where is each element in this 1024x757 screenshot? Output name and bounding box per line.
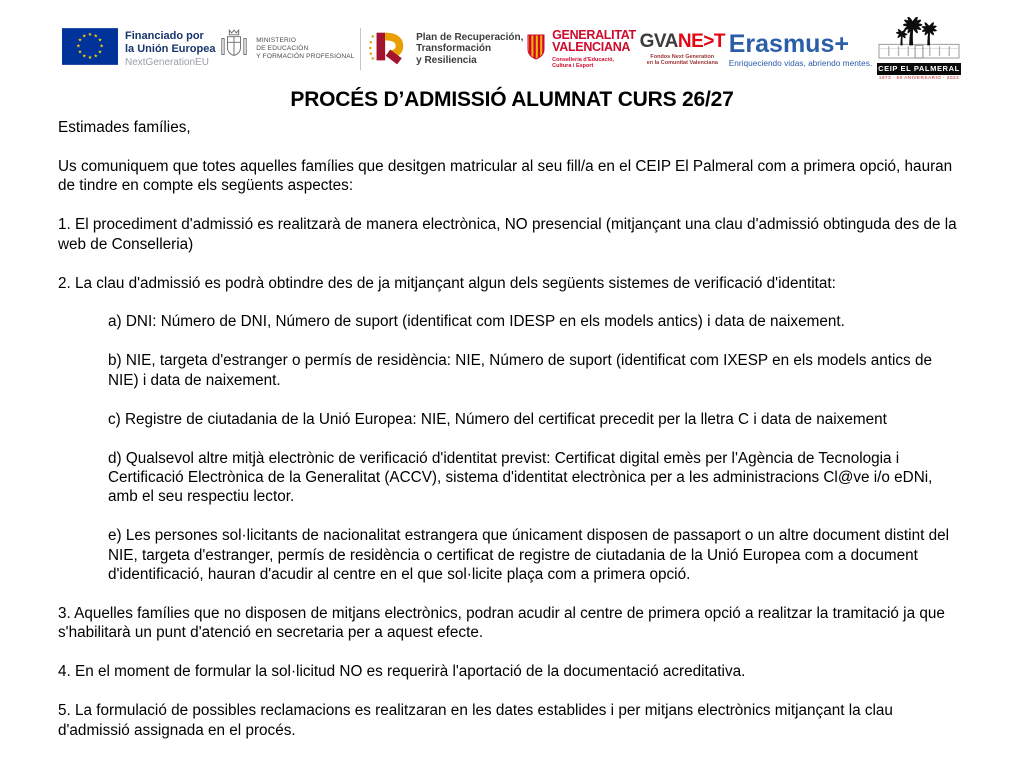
eu-funding-logo bbox=[62, 28, 215, 70]
subpoint-b: b) NIE, targeta d'estranger o permís de residència: NIE, Número de suport (identificat com IXESP en els models antics de NIE) i data de naixement. bbox=[108, 352, 932, 389]
generalitat-valenciana-logo bbox=[527, 29, 636, 70]
ministry-line3: Y FORMACIÓN PROFESIONAL bbox=[256, 53, 355, 60]
svg-text:★: ★ bbox=[81, 33, 87, 40]
logo-divider bbox=[360, 28, 361, 70]
gvanext-logo bbox=[640, 32, 725, 67]
erasmus-tagline: Enriqueciendo vidas, abriendo mentes. bbox=[728, 57, 873, 68]
subpoint-a: a) DNI: Número de DNI, Número de suport (identificat com IDESP en els models antics) i data de naixement. bbox=[108, 313, 845, 331]
logo-strip bbox=[0, 0, 1024, 84]
gva-line1: GENERALITAT bbox=[552, 27, 636, 42]
svg-text:★: ★ bbox=[77, 49, 83, 56]
point-1: 1. El procediment d'admissió es realitzarà de manera electrònica, NO presencial (mitjançant una clau d'admissió obtinguda des de la web de Conselleria) bbox=[58, 216, 957, 253]
spain-coat-of-arms-icon bbox=[219, 27, 249, 72]
gva-sub1: Conselleria d'Educació, bbox=[552, 56, 614, 63]
svg-text:★: ★ bbox=[97, 37, 103, 44]
plan-line3: y Resiliencia bbox=[416, 54, 477, 66]
ministry-line2: DE EDUCACIÓN bbox=[256, 45, 309, 52]
intro-paragraph: Us comuniquem que totes aquelles famílies que desitgen matricular al seu fill/a en el CEIP El Palmeral com a primera opció, hauran de tindre en compte els següents aspectes: bbox=[58, 157, 953, 195]
point-3: 3. Aquelles famílies que no disposen de mitjans electrònics, podran acudir al centre de primera opció a realitzar la tramitació ja que s'habilitarà un punt d'atenció en secretaria per a aquest efecte. bbox=[58, 605, 945, 642]
subpoint-d: d) Qualsevol altre mitjà electrònic de verificació d'identitat previst: Certificat digital emès per l'Agència de Tecnologia i Certificació Electrònica de la Generalitat (ACCV), sistema d'identitat electrònica per a les administracions Cl@ve i/o eDNi, amb el seu respectiu lector. bbox=[108, 449, 933, 506]
ceip-banner: CEIP EL PALMERAL bbox=[878, 64, 960, 73]
gva-sub2: Cultura i Esport bbox=[552, 63, 594, 69]
erasmus-wordmark: Erasmus+ bbox=[728, 29, 849, 58]
erasmus-logo bbox=[729, 31, 872, 68]
point-5: 5. La formulació de possibles reclamacions es realitzaran en les dates establides i per mitjans electrònics mitjançant la clau d'admissió assignada en el procés. bbox=[58, 702, 893, 739]
eu-flag-icon bbox=[62, 28, 118, 70]
palm-trees-icon bbox=[878, 17, 960, 65]
ministry-logo bbox=[219, 27, 354, 72]
plan-tr-icon bbox=[367, 27, 409, 72]
salutation: Estimades famílies, bbox=[58, 119, 191, 136]
svg-text:★: ★ bbox=[99, 43, 104, 50]
plan-line1: Plan de Recuperación, bbox=[416, 31, 524, 43]
eu-funding-text bbox=[125, 30, 215, 69]
plan-line2: Transformación bbox=[416, 43, 492, 55]
svg-text:★: ★ bbox=[81, 53, 87, 60]
eu-funding-line1: Financiado por bbox=[125, 29, 204, 42]
svg-text:★: ★ bbox=[97, 49, 103, 56]
svg-text:★: ★ bbox=[93, 53, 99, 60]
gvanext-sub2: en la Comunitat Valenciana bbox=[646, 60, 718, 66]
subpoint-c: c) Registre de ciutadania de la Unió Europea: NIE, Número del certificat precedit per la lletra C i data de naixement bbox=[108, 410, 887, 428]
recovery-plan-logo bbox=[367, 27, 523, 72]
svg-text:★: ★ bbox=[93, 33, 99, 40]
svg-text:★: ★ bbox=[87, 31, 93, 38]
ministry-text bbox=[256, 37, 354, 61]
point-4: 4. En el moment de formular la sol·licitud NO es requerirà l'aportació de la documentació acreditativa. bbox=[58, 663, 746, 681]
point-2: 2. La clau d'admissió es podrà obtindre des de ja mitjançant algun dels següents sistemes de verificació d'identitat: bbox=[58, 274, 836, 292]
document-body bbox=[0, 118, 1024, 740]
ceip-el-palmeral-logo bbox=[876, 17, 962, 81]
page-title: PROCÉS D’ADMISSIÓ ALUMNAT CURS 26/27 bbox=[290, 88, 734, 111]
gvanext-sub1: Fondos Next Generation bbox=[650, 53, 715, 60]
ceip-anniversary-text: 1973 · 50 ANIVERSARIO · 2023 bbox=[878, 76, 960, 81]
ministry-line1: MINISTERIO bbox=[256, 37, 297, 44]
gvanext-red: NE>T bbox=[677, 30, 725, 52]
subpoints-list bbox=[108, 312, 960, 584]
gvanext-black: GVA bbox=[639, 30, 678, 52]
svg-text:★: ★ bbox=[87, 55, 93, 62]
gvanext-wordmark bbox=[640, 32, 725, 51]
eu-funding-line3: NextGenerationEU bbox=[125, 56, 209, 68]
subpoint-e: e) Les persones sol·licitants de nacionalitat estrangera que únicament disposen de passaport o un altre document distint del NIE, targeta d'estranger, permís de residència o certificat de registre de ciutadania de la Unió Europea com a document d'identificació, hauran d'acudir al centre en el que sol·licite plaça com a primera opció. bbox=[108, 527, 949, 584]
eu-funding-line2: la Unión Europea bbox=[125, 42, 216, 55]
gva-text-block bbox=[552, 29, 636, 70]
svg-text:★: ★ bbox=[77, 37, 83, 44]
gva-emblem-icon bbox=[527, 34, 545, 65]
gva-line2: VALENCIANA bbox=[552, 40, 631, 54]
svg-text:★: ★ bbox=[76, 43, 81, 50]
recovery-plan-text bbox=[416, 32, 523, 67]
